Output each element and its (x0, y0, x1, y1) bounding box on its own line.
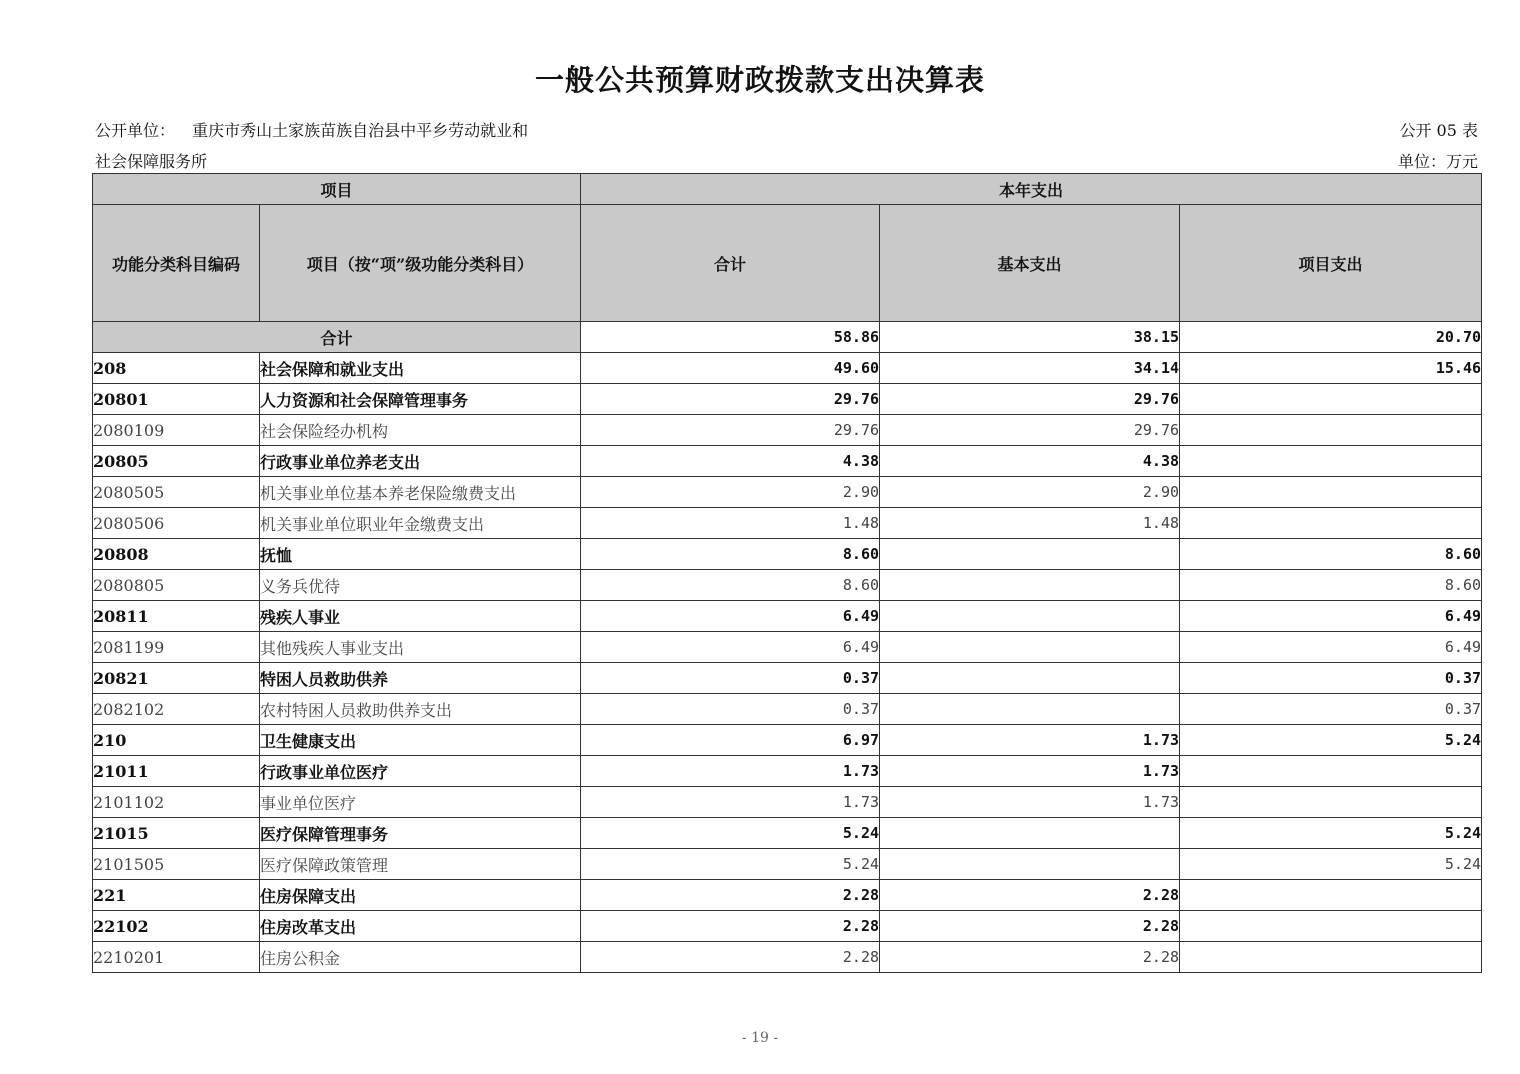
row-basic: 2.28 (880, 942, 1180, 973)
row-project: 0.37 (1180, 663, 1482, 694)
row-project (1180, 942, 1482, 973)
row-code: 2080506 (93, 508, 260, 539)
row-code: 2101102 (93, 787, 260, 818)
table-row (93, 880, 1482, 911)
row-name: 抚恤 (260, 539, 581, 570)
table-row (93, 477, 1482, 508)
row-total: 8.60 (581, 539, 880, 570)
row-code: 21011 (93, 756, 260, 787)
table-row (93, 446, 1482, 477)
expenditure-table (92, 173, 1482, 973)
row-total: 29.76 (581, 384, 880, 415)
row-total: 5.24 (581, 849, 880, 880)
row-name: 住房公积金 (260, 942, 581, 973)
form-number: 公开 05 表 (1399, 121, 1478, 140)
row-basic (880, 818, 1180, 849)
row-total: 8.60 (581, 570, 880, 601)
row-basic: 2.28 (880, 880, 1180, 911)
row-name: 卫生健康支出 (260, 725, 581, 756)
header-row-2 (93, 205, 1482, 322)
row-project (1180, 911, 1482, 942)
page-number: - 19 - (741, 1030, 779, 1046)
header-item: 项目 (93, 174, 581, 205)
table-row (93, 539, 1482, 570)
row-basic (880, 849, 1180, 880)
row-basic: 29.76 (880, 384, 1180, 415)
publishing-unit-name: 重庆市秀山土家族苗族自治县中平乡劳动就业和 (192, 121, 529, 140)
table-row (93, 415, 1482, 446)
table-row (93, 942, 1482, 973)
row-total: 29.76 (581, 415, 880, 446)
row-project (1180, 880, 1482, 911)
row-basic: 34.14 (880, 353, 1180, 384)
row-name: 住房改革支出 (260, 911, 581, 942)
row-total: 1.73 (581, 756, 880, 787)
row-total: 5.24 (581, 818, 880, 849)
row-code: 2080505 (93, 477, 260, 508)
row-code: 21015 (93, 818, 260, 849)
header-project: 项目支出 (1180, 205, 1482, 322)
row-project (1180, 384, 1482, 415)
row-basic: 4.38 (880, 446, 1180, 477)
row-code: 210 (93, 725, 260, 756)
table-row (93, 849, 1482, 880)
row-name: 医疗保障政策管理 (260, 849, 581, 880)
row-name: 义务兵优待 (260, 570, 581, 601)
row-name: 残疾人事业 (260, 601, 581, 632)
row-project: 8.60 (1180, 539, 1482, 570)
row-name: 行政事业单位养老支出 (260, 446, 581, 477)
row-basic (880, 601, 1180, 632)
table-row (93, 601, 1482, 632)
row-name: 机关事业单位基本养老保险缴费支出 (260, 477, 581, 508)
table-row (93, 632, 1482, 663)
row-project (1180, 415, 1482, 446)
row-name: 机关事业单位职业年金缴费支出 (260, 508, 581, 539)
total-row (93, 322, 1482, 353)
row-name: 行政事业单位医疗 (260, 756, 581, 787)
publishing-unit-label: 公开单位： (95, 121, 176, 140)
table-row (93, 756, 1482, 787)
row-basic (880, 694, 1180, 725)
row-name: 事业单位医疗 (260, 787, 581, 818)
row-basic (880, 539, 1180, 570)
row-project: 5.24 (1180, 818, 1482, 849)
row-name: 医疗保障管理事务 (260, 818, 581, 849)
row-total: 1.73 (581, 787, 880, 818)
row-name: 其他残疾人事业支出 (260, 632, 581, 663)
table-row (93, 353, 1482, 384)
row-project: 0.37 (1180, 694, 1482, 725)
row-total: 1.48 (581, 508, 880, 539)
row-code: 2080109 (93, 415, 260, 446)
row-project: 6.49 (1180, 632, 1482, 663)
row-code: 20811 (93, 601, 260, 632)
row-total: 6.97 (581, 725, 880, 756)
row-project (1180, 477, 1482, 508)
header-row-1 (93, 174, 1482, 205)
row-basic: 1.73 (880, 756, 1180, 787)
row-project: 6.49 (1180, 601, 1482, 632)
row-code: 2081199 (93, 632, 260, 663)
row-basic: 29.76 (880, 415, 1180, 446)
table-row (93, 818, 1482, 849)
table-row (93, 508, 1482, 539)
row-code: 2082102 (93, 694, 260, 725)
header-total: 合计 (581, 205, 880, 322)
page-title: 一般公共预算财政拨款支出决算表 (534, 63, 985, 97)
row-basic: 2.90 (880, 477, 1180, 508)
header-name: 项目（按“项”级功能分类科目） (260, 205, 581, 322)
header-code: 功能分类科目编码 (93, 205, 260, 322)
row-name: 人力资源和社会保障管理事务 (260, 384, 581, 415)
table-row (93, 663, 1482, 694)
row-basic: 1.73 (880, 787, 1180, 818)
row-total: 2.90 (581, 477, 880, 508)
row-code: 208 (93, 353, 260, 384)
row-project (1180, 446, 1482, 477)
row-basic: 1.48 (880, 508, 1180, 539)
table-row (93, 911, 1482, 942)
row-code: 20805 (93, 446, 260, 477)
row-total: 6.49 (581, 632, 880, 663)
row-code: 22102 (93, 911, 260, 942)
row-total: 6.49 (581, 601, 880, 632)
row-basic: 1.73 (880, 725, 1180, 756)
row-total: 2.28 (581, 911, 880, 942)
total-amount: 58.86 (581, 322, 880, 353)
row-basic (880, 570, 1180, 601)
total-basic: 38.15 (880, 322, 1180, 353)
publishing-unit-name-cont: 社会保障服务所 (95, 152, 208, 171)
row-total: 2.28 (581, 942, 880, 973)
row-code: 20821 (93, 663, 260, 694)
total-label: 合计 (93, 322, 581, 353)
header-basic: 基本支出 (880, 205, 1180, 322)
row-basic (880, 632, 1180, 663)
row-project: 8.60 (1180, 570, 1482, 601)
money-unit: 单位：万元 (1397, 152, 1478, 171)
publishing-unit (95, 118, 528, 141)
row-name: 社会保障和就业支出 (260, 353, 581, 384)
row-code: 20801 (93, 384, 260, 415)
table-row (93, 725, 1482, 756)
row-total: 2.28 (581, 880, 880, 911)
row-project: 5.24 (1180, 849, 1482, 880)
row-project (1180, 756, 1482, 787)
table-row (93, 787, 1482, 818)
row-code: 20808 (93, 539, 260, 570)
total-project: 20.70 (1180, 322, 1482, 353)
row-name: 农村特困人员救助供养支出 (260, 694, 581, 725)
row-name: 特困人员救助供养 (260, 663, 581, 694)
row-code: 221 (93, 880, 260, 911)
row-total: 0.37 (581, 694, 880, 725)
row-project (1180, 787, 1482, 818)
table-row (93, 570, 1482, 601)
row-code: 2210201 (93, 942, 260, 973)
row-name: 住房保障支出 (260, 880, 581, 911)
row-basic (880, 663, 1180, 694)
row-project (1180, 508, 1482, 539)
row-code: 2101505 (93, 849, 260, 880)
row-code: 2080805 (93, 570, 260, 601)
table-row (93, 694, 1482, 725)
row-project: 15.46 (1180, 353, 1482, 384)
header-current-year: 本年支出 (581, 174, 1482, 205)
row-name: 社会保险经办机构 (260, 415, 581, 446)
row-total: 49.60 (581, 353, 880, 384)
row-total: 0.37 (581, 663, 880, 694)
table-row (93, 384, 1482, 415)
row-total: 4.38 (581, 446, 880, 477)
row-basic: 2.28 (880, 911, 1180, 942)
row-project: 5.24 (1180, 725, 1482, 756)
